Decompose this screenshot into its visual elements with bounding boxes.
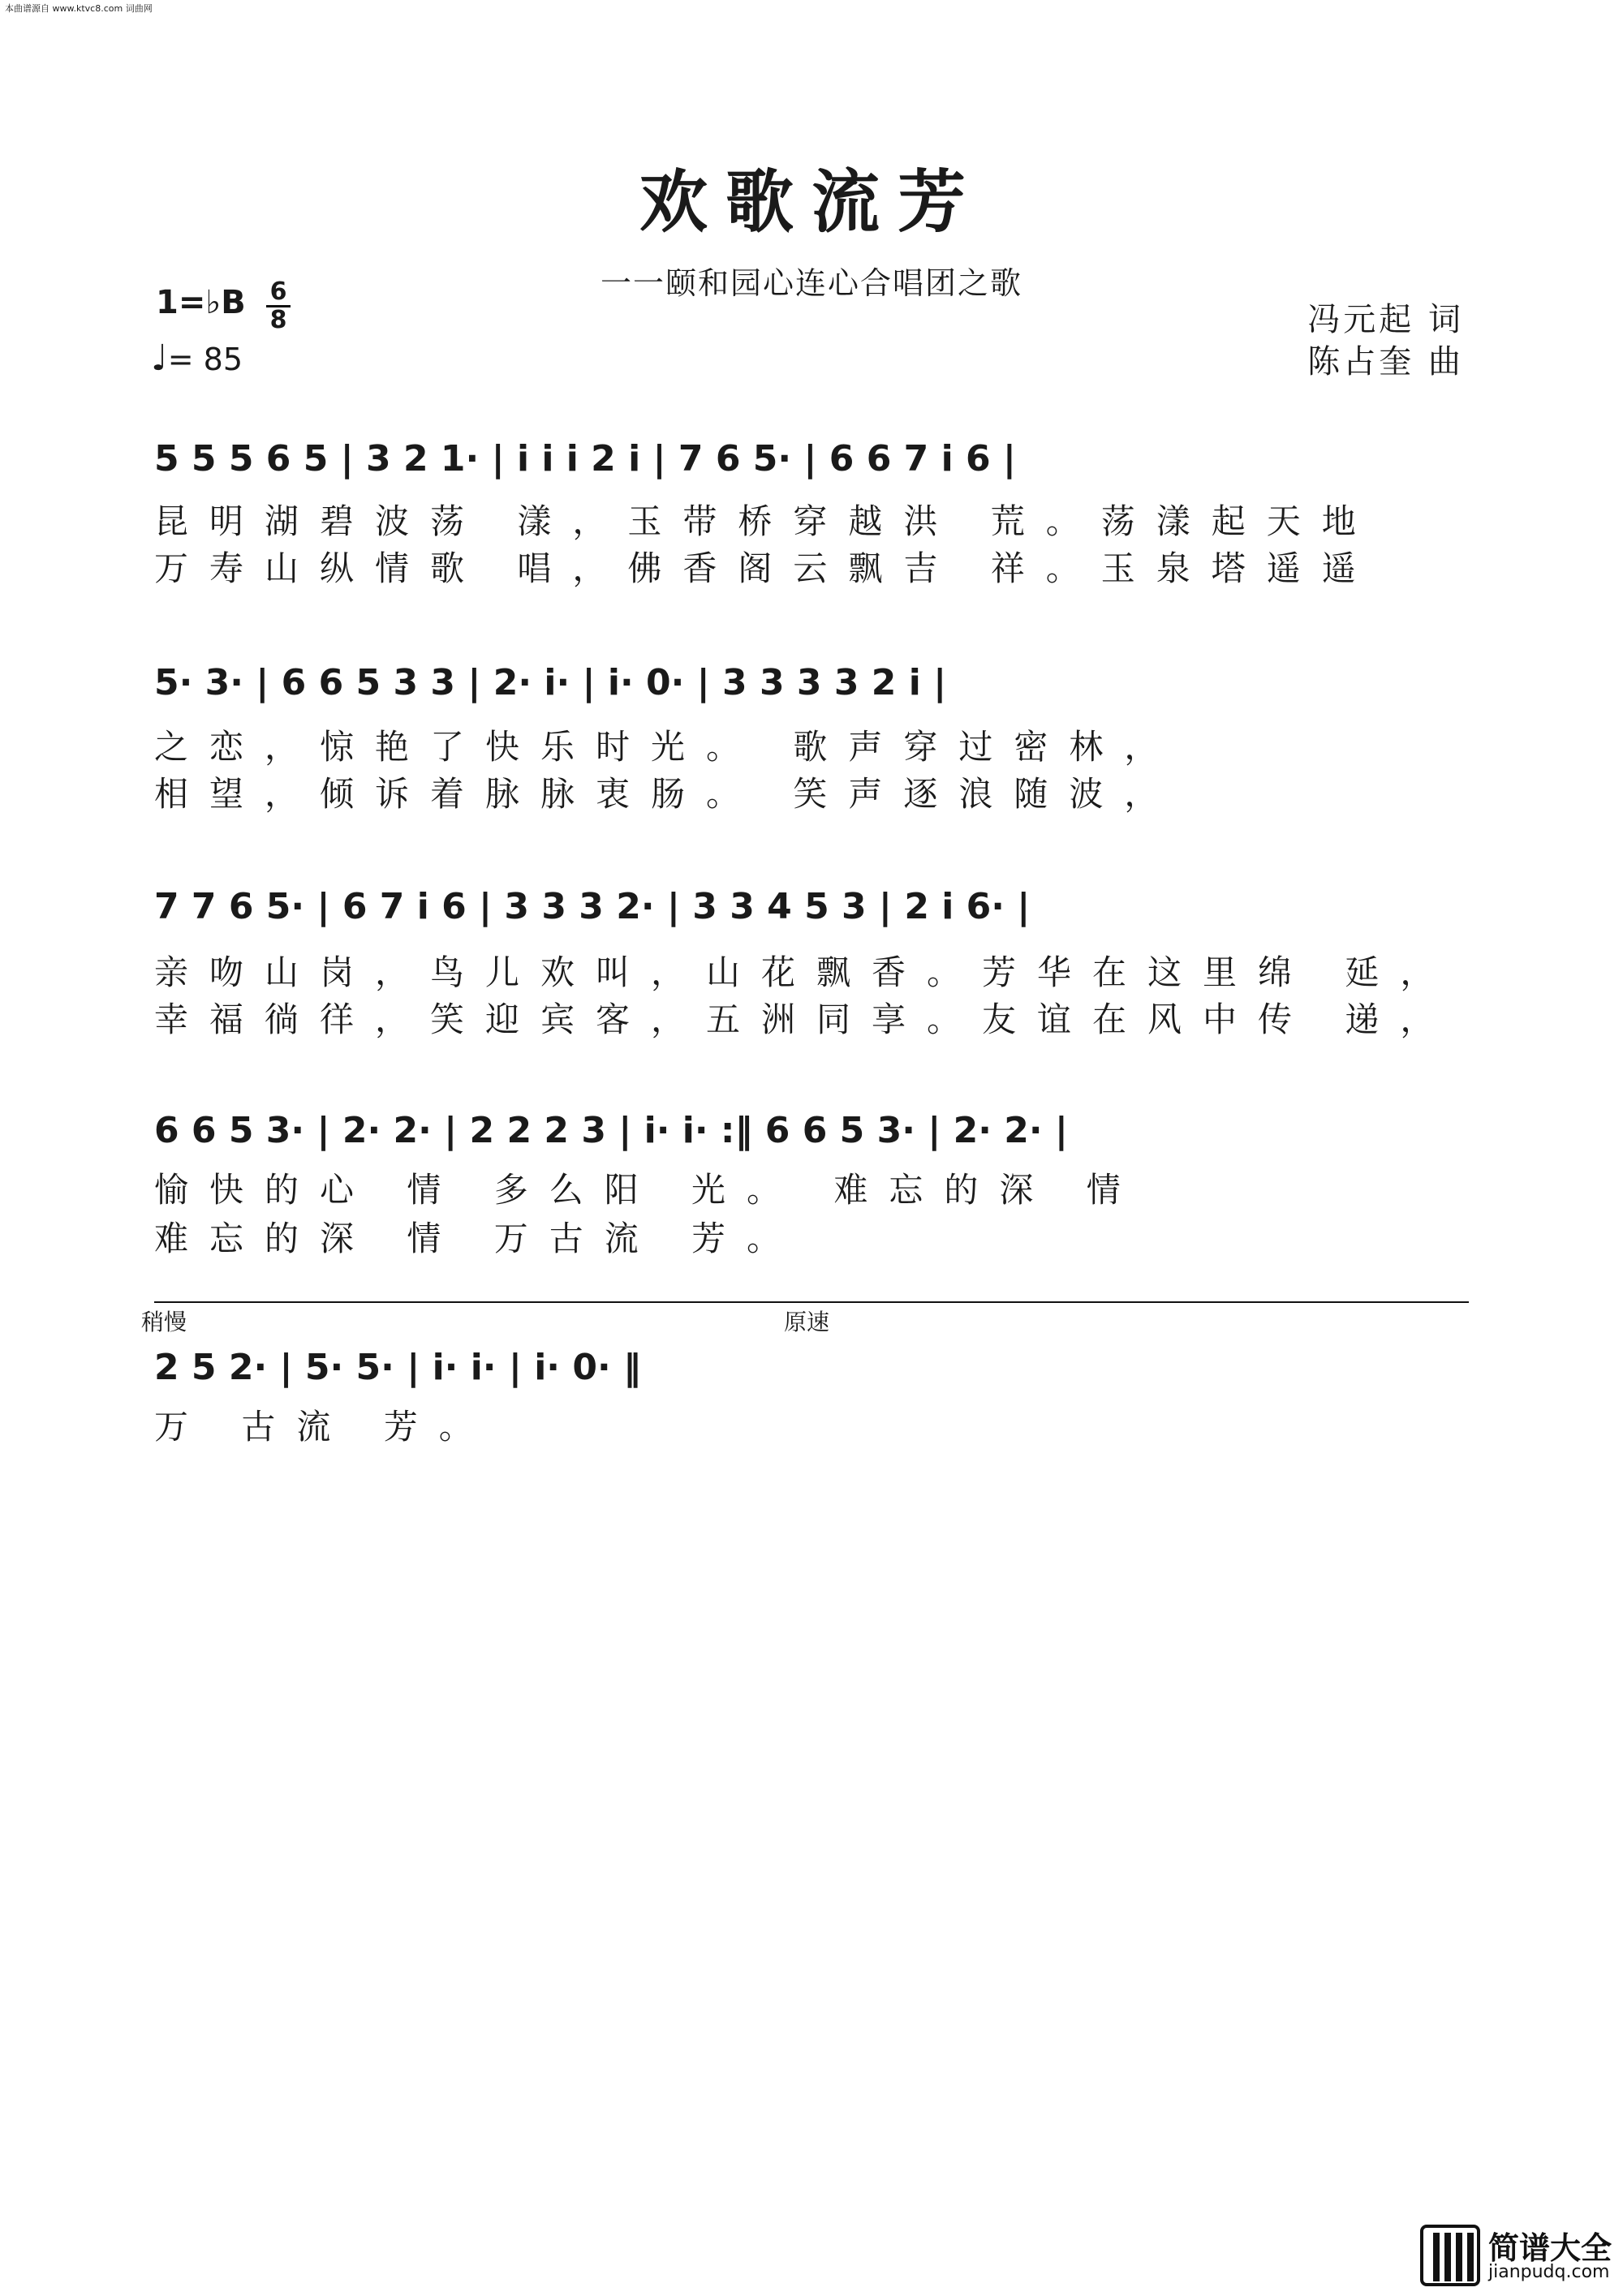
tempo-marking [151, 338, 243, 379]
lyric-line-4-verse-2: 难忘的深 情 万古流 芳。 [154, 1219, 803, 1258]
tempo-mark-original: 原速 [784, 1309, 830, 1335]
lyric-line-3-verse-2: 幸福徜徉，笑迎宾客，五洲同享。友谊在风中传 递， [154, 1000, 1456, 1039]
time-signature-bottom: 8 [269, 306, 287, 334]
lyric-line-2-verse-1: 之恋，惊艳了快乐时光。 歌声穿过密林， [154, 727, 1180, 767]
lyric-line-4-verse-1: 愉快的心 情 多么阳 光。 难忘的深 情 [154, 1170, 1142, 1210]
site-logo [1420, 2225, 1615, 2290]
notation-line-2: 5· 3· | 6 6 5 3 3 | 2· i· | i· 0· | 3 3 3 3 2 i | [154, 662, 947, 703]
notation-line-1: 5 5 5 6 5 | 3 2 1· | i i i 2 i | 7 6 5· | 6 6 7 i 6 | [154, 438, 1016, 479]
lyric-line-5-verse-1: 万 古流 芳。 [154, 1407, 494, 1447]
source-note: 本曲谱源自 www.ktvc8.com 词曲网 [5, 3, 153, 14]
lyric-line-3-verse-1: 亲吻山岗，鸟儿欢叫，山花飘香。芳华在这里绵 延， [154, 952, 1456, 992]
lyric-line-2-verse-2: 相望，倾诉着脉脉衷肠。 笑声逐浪随波， [154, 774, 1180, 814]
time-signature [266, 277, 291, 334]
notation-line-3: 7 7 6 5· | 6 7 i 6 | 3 3 3 2· | 3 3 4 5 3 | 2 i 6· | [154, 886, 1031, 927]
tempo-mark-slower: 稍慢 [141, 1309, 187, 1335]
notation-line-4: 6 6 5 3· | 2· 2· | 2 2 2 3 | i· i· :‖ 6 6 5 3· | 2· 2· | [154, 1110, 1068, 1151]
page-title: 欢歌流芳 [639, 161, 984, 242]
page-subtitle: 一一颐和园心连心合唱团之歌 [600, 265, 1022, 301]
logo-brand: 简谱大全 [1488, 2230, 1612, 2266]
ritardando-line [154, 1301, 1469, 1303]
lyric-line-1-verse-1: 昆明湖碧波荡 漾，玉带桥穿越洪 荒。荡漾起天地 [154, 501, 1377, 541]
lyricist-credit: 冯元起 词 [1307, 301, 1464, 338]
lyric-line-1-verse-2: 万寿山纵情歌 唱，佛香阁云飘吉 祥。玉泉塔遥遥 [154, 548, 1377, 588]
notation-line-5: 2 5 2· | 5· 5· | i· i· | i· 0· ‖ [154, 1347, 641, 1388]
time-signature-top: 6 [269, 277, 287, 306]
quarter-note-icon: ♩ [151, 338, 168, 379]
tempo-value: = 85 [167, 342, 243, 377]
key-signature: 1=♭B [156, 284, 246, 321]
composer-credit: 陈占奎 曲 [1307, 343, 1464, 381]
logo-domain: jianpudq.com [1488, 2262, 1610, 2282]
piano-keys-icon [1420, 2225, 1480, 2286]
